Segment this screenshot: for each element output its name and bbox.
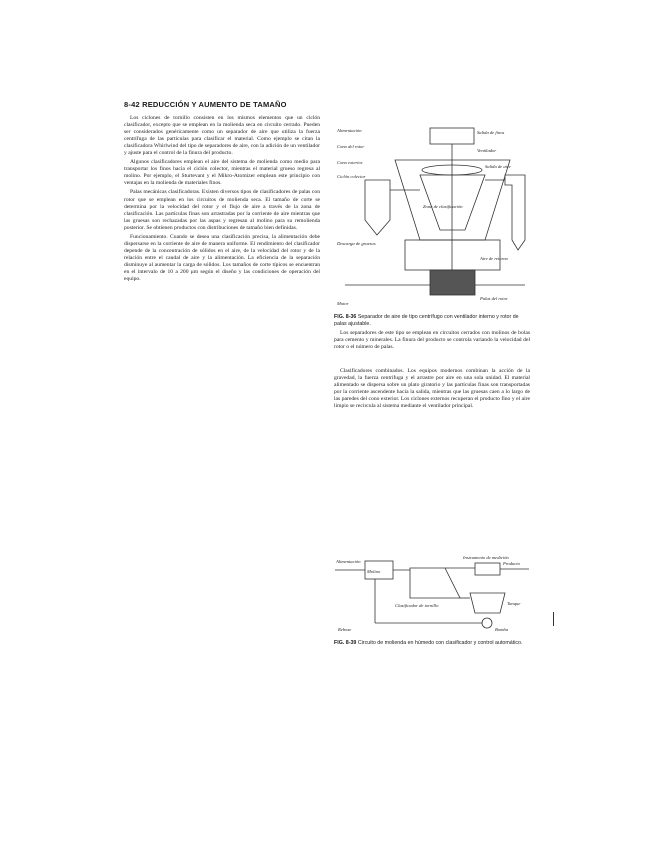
side-cyclone — [505, 175, 525, 250]
fig-label-5: Cono exterior — [337, 160, 363, 165]
fig-label-12: Salida de aire — [485, 164, 511, 169]
outer-cone — [395, 160, 510, 240]
left-paragraph-1: Los ciclones de tornillo consisten en los mismos elementos que un ciclón clasificador, excepto que se emplean en la molienda seca en circuito cerrado. Pueden ser considerados genéricamente como un separador de aire que utiliza la fuerza centrífuga de las partículas para clasificar el material. Como ejemplo se citan la clasificadora Whirlwind del tipo de separadores de aire, con la adición de un ventilador y ajuste para el control de la finura del producto. — [124, 115, 320, 157]
right-column-upper — [334, 330, 530, 360]
fig-label-9: Zona de clasificación — [423, 204, 463, 209]
tank-shape — [470, 593, 505, 613]
lower-housing — [405, 240, 500, 270]
circuit-label-6: Bomba — [495, 627, 509, 632]
classifier-svg — [335, 120, 531, 315]
circuit-label-4: Instrumento de medición — [463, 555, 509, 560]
meter-box — [475, 563, 500, 575]
circuit-svg — [335, 553, 531, 635]
motor-block — [430, 270, 475, 295]
left-column — [124, 115, 320, 703]
right-paragraph-2: Clasificadores combinados. Los equipos modernos combinan la acción de la gravedad, la fuerza centrífuga y el arrastre por aire en una sola unidad. El material alimentado se dispersa sobre un plato giratorio y las partículas finas son transportadas por la corriente ascendente hacia la salida, mientras que las gruesas caen a lo largo de las paredes del cono exterior. Los ciclones externos recuperan el producto fino y el aire limpio se recircula al sistema mediante el ventilador principal. — [334, 368, 530, 410]
left-paragraph-2: Algunos clasificadores emplean el aire del sistema de molienda como medio para transportar los finos hacia el ciclón colector, mientras el material grueso regresa al molino. Por ejemplo, el Sturtevant y el Mikro-Atomizer emplean este principio con ventajas en la molienda de materiales finos. — [124, 159, 320, 187]
page-header — [124, 100, 287, 109]
right-column-middle — [334, 368, 530, 528]
figure-bottom-caption — [334, 640, 530, 647]
top-housing — [430, 128, 474, 144]
circuit-label-5: Producto — [503, 561, 520, 566]
margin-change-bar — [553, 612, 554, 626]
fig-label-4: Ventilador — [477, 148, 497, 153]
screw-classifier — [410, 568, 460, 598]
figure-bottom-text: Circuito de molienda en húmedo con clasificador y control automático. — [357, 640, 523, 646]
inner-cone — [420, 175, 485, 230]
circuit-label-1: Alimentación — [336, 559, 361, 564]
figure-classifier-diagram — [335, 120, 531, 315]
fig-label-11: Ciclón colector — [337, 174, 366, 179]
fig-label-2: Salida de finos — [477, 130, 505, 135]
fig-label-8: Aire de retorno — [480, 256, 508, 261]
left-paragraph-4: Funcionamiento. Cuando se desea una clasificación precisa, la alimentación debe dispersarse en la corriente de aire de manera uniforme. El rendimiento del clasificador depende de la concentración de sólidos en el aire, de la velocidad del rotor y de la relación entre el caudal de aire y la alimentación. La eficiencia de la separación disminuye al aumentar la carga de sólidos. Los tamaños de corte típicos se encuentran en el intervalo de 10 a 200 μm según el diseño y las condiciones de operación del equipo. — [124, 233, 320, 283]
fig-label-7: Motor — [337, 301, 349, 306]
page-number: 8-42 — [124, 100, 140, 109]
fig-label-1: Alimentación — [337, 128, 362, 133]
figure-bottom-number: FIG. 8-39 — [334, 640, 357, 646]
circuit-label-8: Rebose — [338, 627, 352, 632]
circuit-label-3: Clasificador de tornillo — [395, 603, 439, 608]
fig-label-10: Palas del rotor — [480, 296, 508, 301]
fig-label-6: Descarga de gruesos — [337, 241, 376, 246]
circuit-label-2: Molino — [367, 569, 381, 574]
page-title: REDUCCIÓN Y AUMENTO DE TAMAÑO — [142, 100, 287, 109]
circuit-label-7: Tanque — [507, 601, 521, 606]
figure-circuit-diagram — [335, 553, 531, 635]
left-paragraph-3: Palas mecánicas clasificadoras. Existen diversos tipos de clasificadores de palas con rotor que se emplean en los circuitos de molienda seca. El tamaño de corte se determina por la velocidad del rotor y el flujo de aire a través de la zona de clasificación. Las partículas finas son arrastradas por la corriente de aire mientras que las gruesas son rechazadas por las aspas y regresan al molino para su remolienda posterior. Se obtienen productos con distribuciones de tamaño bien definidas. — [124, 189, 320, 231]
right-paragraph-1: Los separadores de este tipo se emplean en circuitos cerrados con molinos de bolas para cemento y minerales. La finura del producto se controla variando la velocidad del rotor o el número de palas. — [334, 330, 530, 351]
figure-top-caption — [334, 314, 530, 327]
fig-label-3: Cono del rotor — [337, 144, 365, 149]
left-cyclone — [365, 180, 390, 235]
pump-circle — [482, 618, 492, 628]
figure-top-text: Separador de aire de tipo centrífugo con ventilador interno y rotor de palas ajustable. — [334, 314, 519, 327]
figure-top-number: FIG. 8-36 — [334, 314, 357, 320]
